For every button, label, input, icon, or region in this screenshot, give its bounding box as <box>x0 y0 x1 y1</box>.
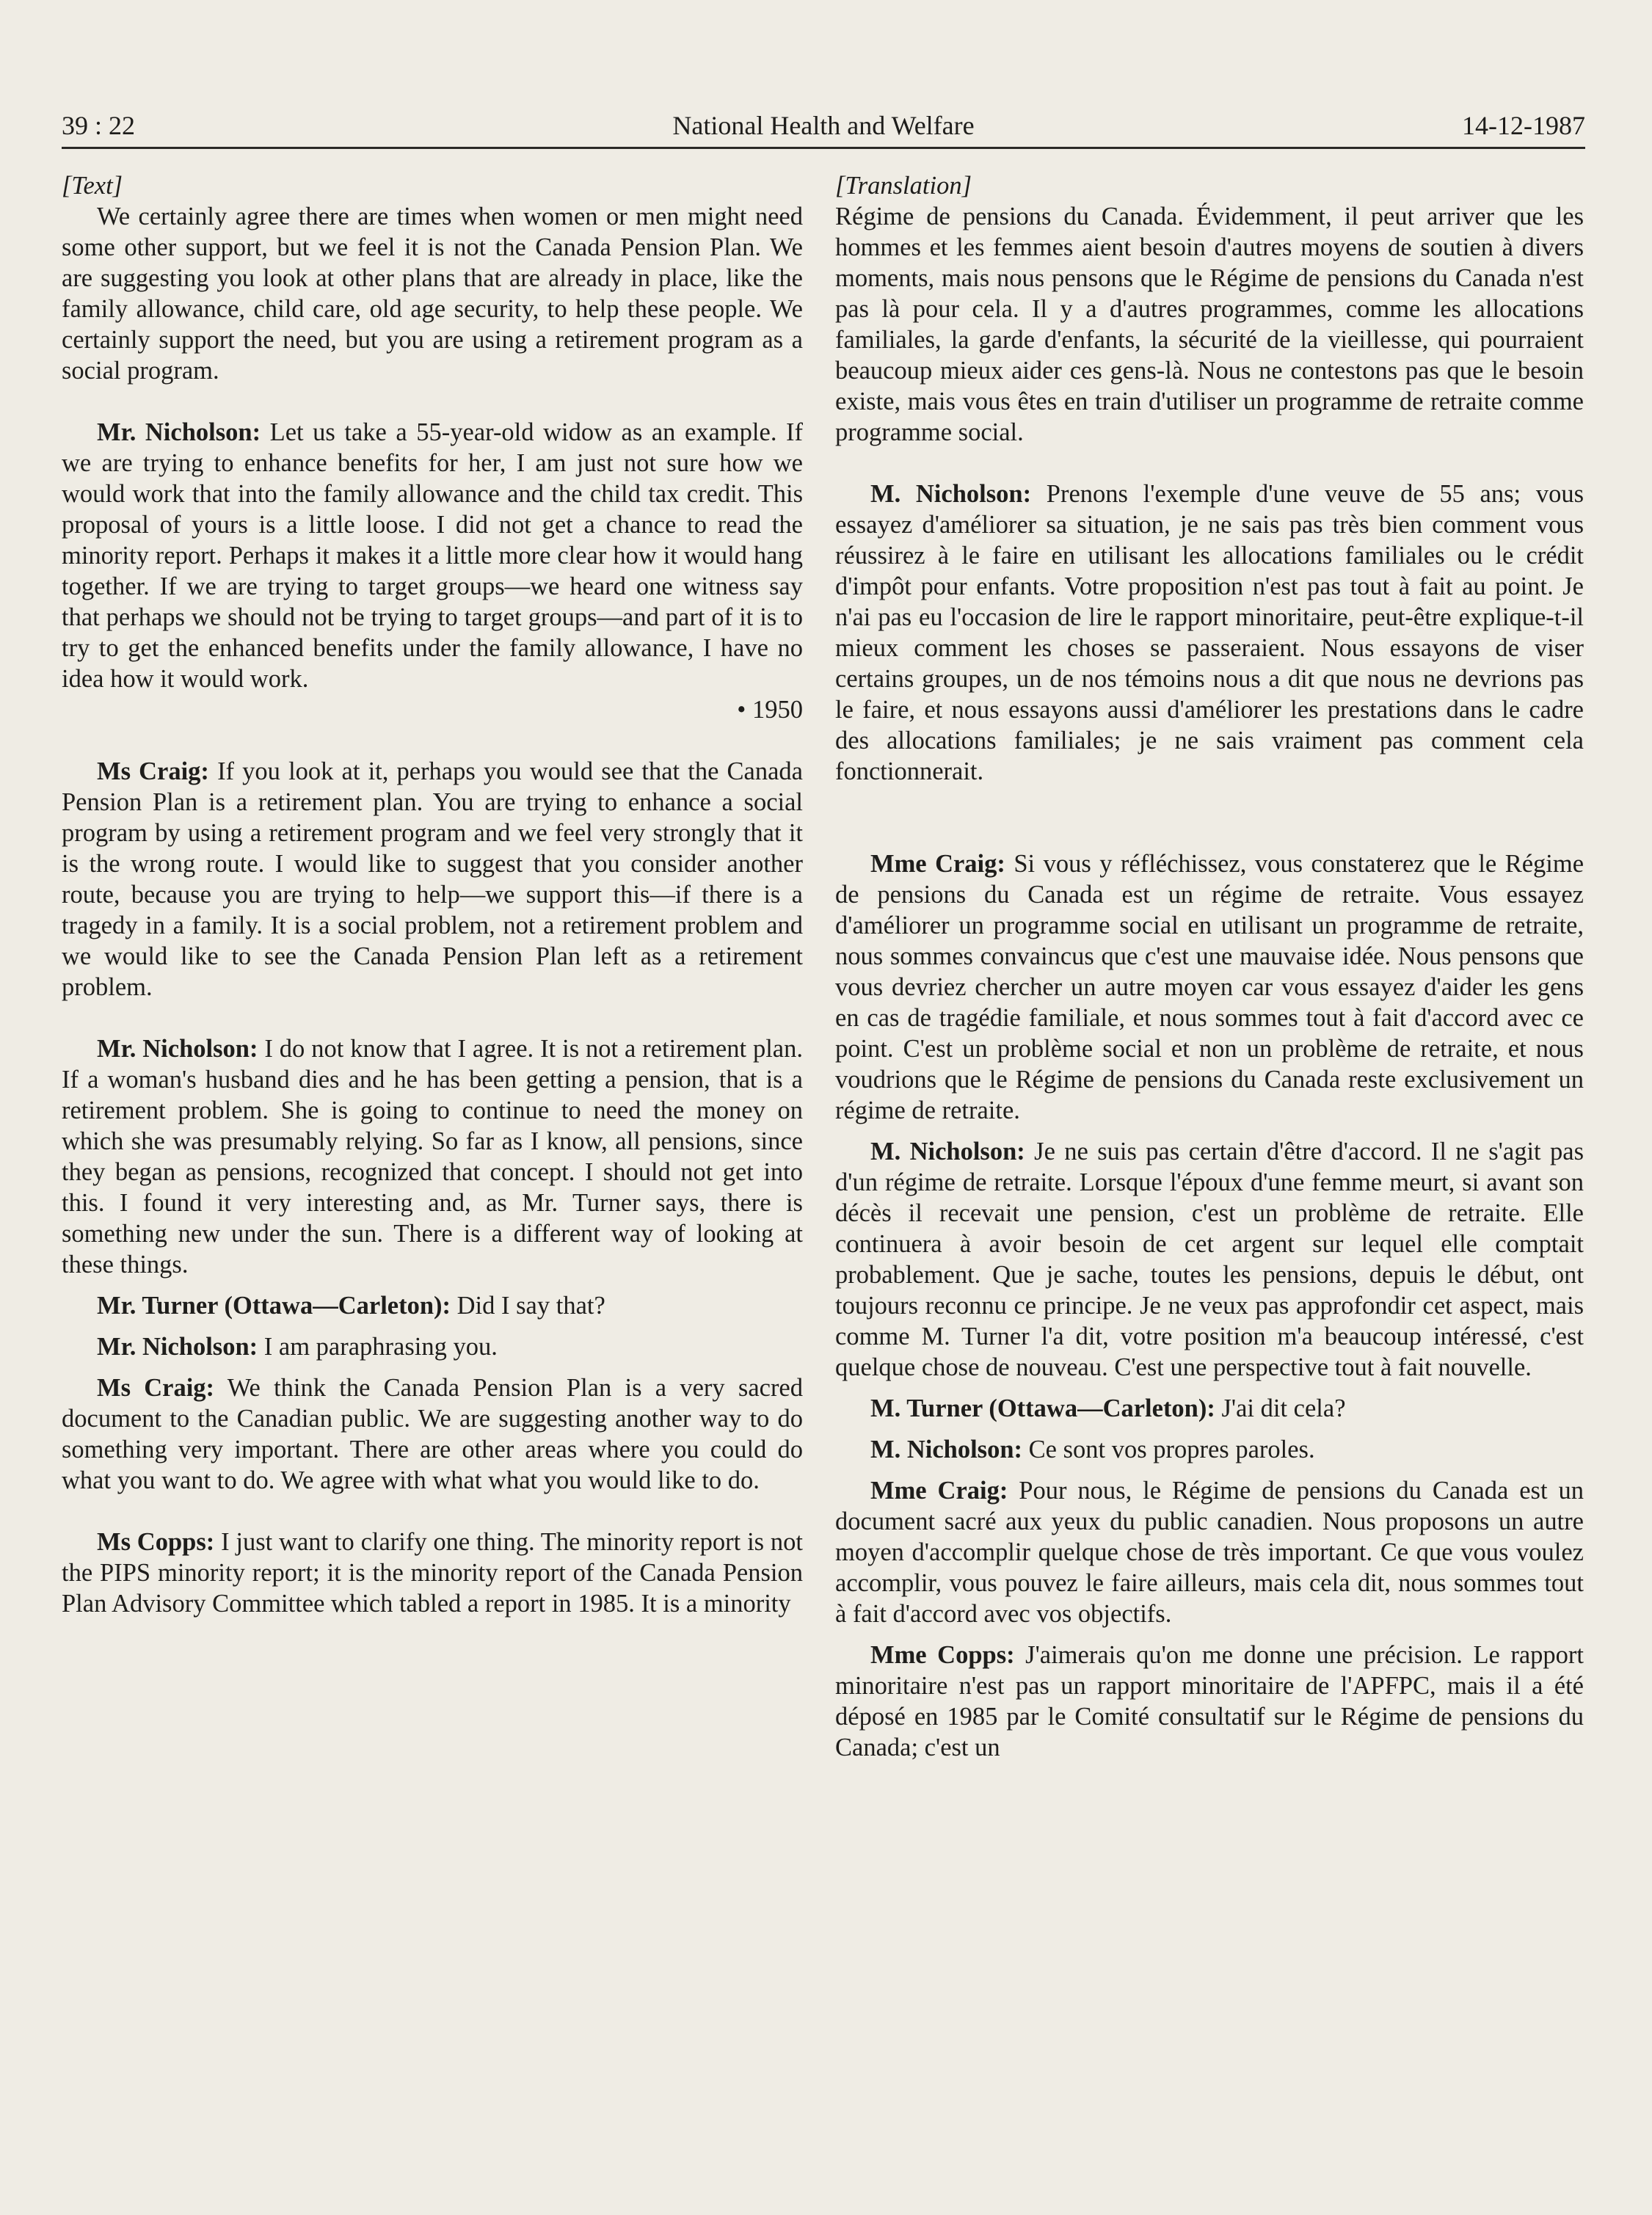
speaker-name: Ms Craig: <box>97 1374 215 1402</box>
english-column <box>62 170 803 1619</box>
statement-nicholson-1 <box>62 417 803 694</box>
statement-nicholson-2 <box>62 1033 803 1280</box>
statement-text: If you look at it, perhaps you would see that the Canada Pension Plan is a retirement plan. You are trying to enhance a social program by using a retirement program and we feel very strongly that it is the wrong route. I would like to suggest that you consider another route, because you are trying to help—we support this—if there is a tragedy in a family. It is a social problem, not a retirement problem and we would like to see the Canada Pension Plan left as a retirement problem. <box>62 757 803 1001</box>
statement-text: Si vous y réfléchissez, vous constaterez que le Régime de pensions du Canada est un régime de retraite. Vous essayez d'améliorer un programme social en utilisant un programme de retraite, nous sommes convaincus que c'est une mauvaise idée. Nous pensons que vous devriez chercher un autre moyen car vous essayez d'aider les gens en cas de tragédie familiale, et nous sommes tout à fait d'accord avec ce point. C'est un problème social et non un problème de retraite, et nous voudrions que le Régime de pensions du Canada reste exclusivement un régime de retraite. <box>835 850 1584 1124</box>
statement-text: Prenons l'exemple d'une veuve de 55 ans; vous essayez d'améliorer sa situation, je ne sais pas très bien comment vous réussirez à le faire en utilisant les allocations familiales ou le crédit d'impôt pour enfants. Votre proposition n'est pas tout à fait au point. Je n'ai pas eu l'occasion de lire le rapport minoritaire, peut-être explique-t-il mieux comment les choses se passeraient. Nous essayons de viser certains groupes, un de nos témoins nous a dit que nous ne devrions pas le faire, et nous essayons aussi d'améliorer les prestations dans le cadre des allocations familiales; je ne sais vraiment pas comment cela fonctionnerait. <box>835 480 1584 785</box>
speaker-name: Mr. Nicholson: <box>97 1333 258 1361</box>
page-title: National Health and Welfare <box>672 111 975 140</box>
statement-text: I do not know that I agree. It is not a retirement plan. If a woman's husband dies and he has been getting a pension, that is a retirement problem. She is going to continue to need the money on which she was presumably relying. So far as I know, all pensions, since they began as pensions, recognized that concept. I should not get into this. I found it very interesting and, as Mr. Turner says, there is something new under the sun. There is a different way of looking at these things. <box>62 1035 803 1279</box>
time-marker: • 1950 <box>737 696 803 724</box>
statement-craig-1 <box>835 848 1584 1126</box>
statement-nicholson-2 <box>835 1136 1584 1383</box>
statement-turner <box>835 1393 1584 1424</box>
speaker-name: Ms Craig: <box>97 757 209 785</box>
translation-label: [Translation] <box>835 172 972 200</box>
page-header <box>62 109 1585 149</box>
speaker-name: M. Nicholson: <box>870 1138 1025 1165</box>
statement-nicholson-3 <box>835 1434 1584 1465</box>
statement-turner <box>62 1290 803 1321</box>
speaker-name: Mme Craig: <box>870 850 1005 878</box>
text-label: [Text] <box>62 172 123 200</box>
page-date: 14-12-1987 <box>1462 111 1585 140</box>
statement-text: Let us take a 55-year-old widow as an example. If we are trying to enhance benefits for her, I am just not sure how we would work that into the family allowance and the child tax credit. This proposal of yours is a little loose. I did not get a chance to read the minority report. Perhaps it makes it a little more clear how it would hang together. If we are trying to target groups—we heard one witness say that perhaps we should not be trying to target groups—and part of it is to try to get the enhanced benefits under the family allowance, I have no idea how it would work. <box>62 418 803 693</box>
statement-craig-2 <box>835 1475 1584 1629</box>
speaker-name: Ms Copps: <box>97 1528 215 1556</box>
statement-text: I am paraphrasing you. <box>258 1333 498 1361</box>
speaker-name: M. Nicholson: <box>870 480 1032 508</box>
speaker-name: M. Turner (Ottawa—Carleton): <box>870 1394 1215 1422</box>
statement-craig-2 <box>62 1372 803 1496</box>
statement-text: Ce sont vos propres paroles. <box>1022 1436 1315 1463</box>
statement-text: Je ne suis pas certain d'être d'accord. Il ne s'agit pas d'un régime de retraite. Lorsque l'époux d'une femme meurt, si avant son décès il recevait une pension, c'est un problème de retraite. Elle continuera à avoir besoin de cet argent sur lequel elle comptait probablement. Que je sache, toutes les pensions, depuis le début, ont toujours reconnu ce principe. Je ne veux pas approfondir cet aspect, mais comme M. Turner l'a dit, votre position m'a beaucoup intéressé, c'est quelque chose de nouveau. C'est une perspective tout à fait nouvelle. <box>835 1138 1584 1381</box>
speaker-name: Mr. Nicholson: <box>97 1035 258 1063</box>
speaker-name: M. Nicholson: <box>870 1436 1022 1463</box>
statement-text: Pour nous, le Régime de pensions du Canada est un document sacré aux yeux du public canadien. Nous proposons un autre moyen d'accomplir quelque chose de très important. Ce que vous voulez accomplir, vous pouvez le faire ailleurs, mais cela dit, nous sommes tout à fait d'accord avec vos objectifs. <box>835 1477 1584 1628</box>
speaker-name: Mr. Nicholson: <box>97 418 261 446</box>
speaker-name: Mr. Turner (Ottawa—Carleton): <box>97 1292 451 1320</box>
page-number: 39 : 22 <box>62 111 136 140</box>
intro-paragraph: Régime de pensions du Canada. Évidemment, il peut arriver que les hommes et les femmes aient besoin d'autres moyens de soutien à divers moments, mais nous pensons que le Régime de pensions du Canada n'est pas là pour cela. Il y a d'autres programmes, comme les allocations familiales, la garde d'enfants, la sécurité de la vieillesse, qui pourraient beaucoup mieux aider ces gens-là. Nous ne contestons pas que le besoin existe, mais vous êtes en train d'utiliser un programme de retraite comme programme social. <box>835 203 1584 446</box>
statement-nicholson-1 <box>835 479 1584 787</box>
statement-copps <box>835 1640 1584 1763</box>
statement-copps <box>62 1527 803 1619</box>
statement-text: J'aimerais qu'on me donne une précision. Le rapport minoritaire n'est pas un rapport minoritaire de l'APFPC, mais il a été déposé en 1985 par le Comité consultatif sur le Régime de pensions du Canada; c'est un <box>835 1641 1584 1761</box>
statement-text: J'ai dit cela? <box>1215 1394 1346 1422</box>
speaker-name: Mme Craig: <box>870 1477 1008 1505</box>
statement-text: We think the Canada Pension Plan is a very sacred document to the Canadian public. We are suggesting another way to do something very important. There are other areas where you could do what you want to do. We agree with what what you would like to do. <box>62 1374 803 1494</box>
intro-paragraph: We certainly agree there are times when women or men might need some other support, but we feel it is not the Canada Pension Plan. We are suggesting you look at other plans that are already in place, like the family allowance, child care, old age security, to help these people. We certainly support the need, but you are using a retirement program as a social program. <box>62 203 803 385</box>
speaker-name: Mme Copps: <box>870 1641 1015 1669</box>
french-column <box>835 170 1584 1763</box>
statement-craig-1 <box>62 756 803 1003</box>
statement-text: I just want to clarify one thing. The minority report is not the PIPS minority report; it is the minority report of the Canada Pension Plan Advisory Committee which tabled a report in 1985. It is a minority <box>62 1528 803 1618</box>
statement-nicholson-3 <box>62 1331 803 1362</box>
statement-text: Did I say that? <box>451 1292 605 1320</box>
